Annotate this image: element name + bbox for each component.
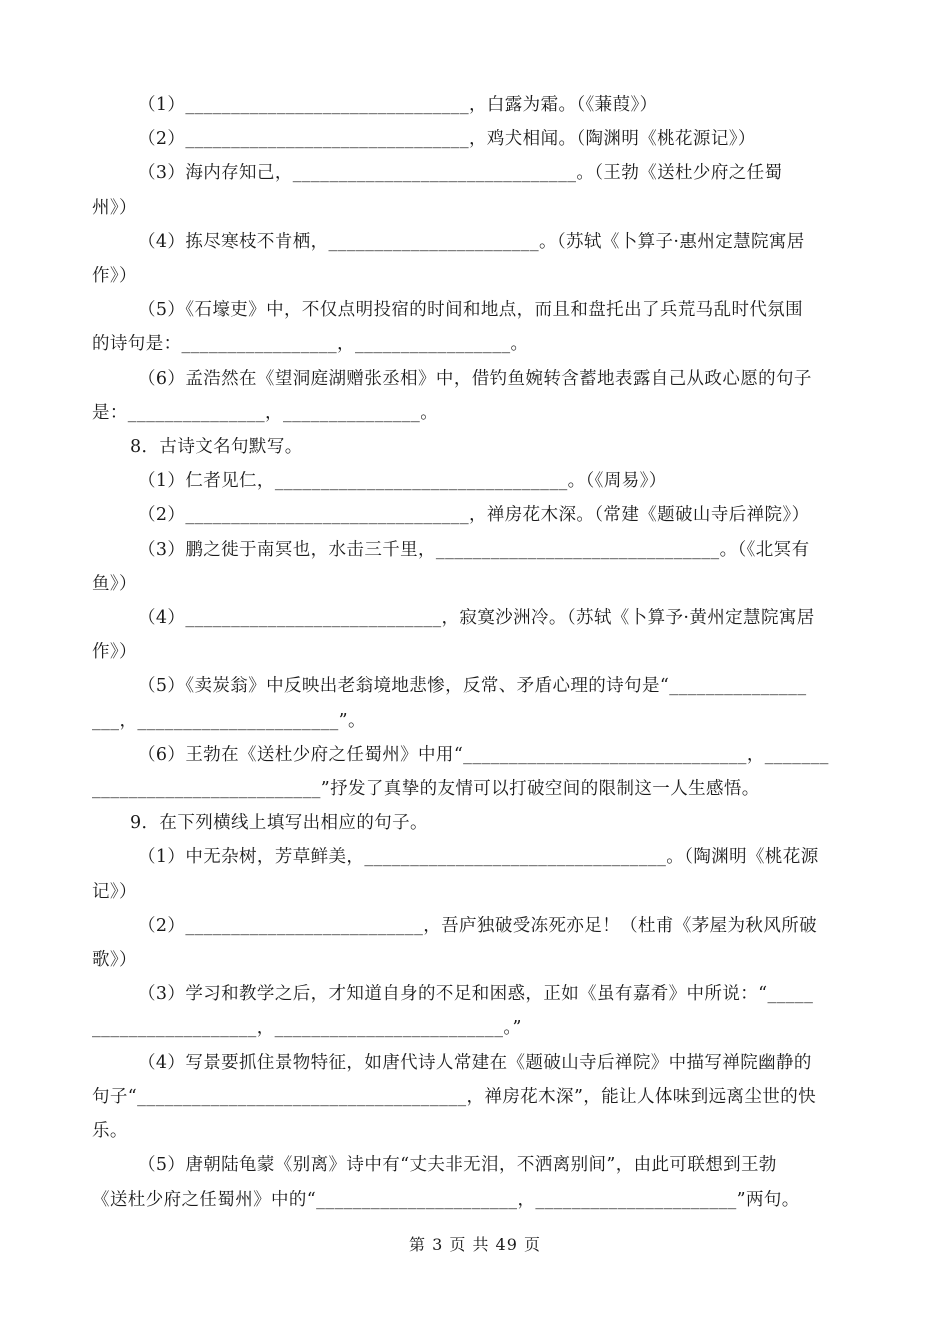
q8-item-4: （4）____________________________，寂寞沙洲冷。（苏轼《卜算予·黄州定慧院寓居 <box>138 608 815 629</box>
q7-item-6: （6）孟浩然在《望洞庭湖赠张丞相》中，借钓鱼婉转含蓄地表露自己从政心愿的句子 <box>138 368 812 389</box>
q9-item-2: （2）__________________________，吾庐独破受冻死亦足！（杜甫《茅屋为秋风所破 <box>138 915 818 936</box>
q7-item-1: （1）_______________________________，白露为霜。（《蒹葭》） <box>138 95 658 115</box>
q7-item-2: （2）_______________________________，鸡犬相闻。（陶渊明《桃花源记》） <box>138 129 756 150</box>
q9-item-5-cont: 《送杜少府之任蜀州》中的“______________________，______________________”两句。 <box>92 1189 800 1210</box>
q8-item-4-cont: 作》） <box>92 642 137 663</box>
q9-heading: 9．在下列横线上填写出相应的句子。 <box>130 813 428 834</box>
q8-item-6: （6）王勃在《送杜少府之任蜀州》中用“_______________________________，_______ <box>138 744 829 765</box>
q9-item-2-cont: 歌》） <box>92 950 137 971</box>
q9-item-3-cont: __________________，_________________________。” <box>92 1018 522 1039</box>
q9-item-1-cont: 记》） <box>92 881 137 902</box>
q8-item-5-cont: ___，______________________”。 <box>92 710 366 731</box>
q8-item-5: （5）《卖炭翁》中反映出老翁境地悲惨，反常、矛盾心理的诗句是“_______________ <box>138 676 807 697</box>
page-number: 第 3 页 共 49 页 <box>409 1235 541 1254</box>
q8-item-6-cont: _________________________”抒发了真挚的友情可以打破空间的限制这一人生感悟。 <box>92 779 760 800</box>
q7-item-4-cont: 作》） <box>92 266 137 287</box>
q9-item-4: （4）写景要抓住景物特征，如唐代诗人常建在《题破山寺后禅院》中描写禅院幽静的 <box>138 1052 812 1073</box>
question-list <box>92 88 860 1217</box>
q8-item-3: （3）鹏之徙于南冥也，水击三千里，_______________________________。（《北冥有 <box>138 539 810 560</box>
q9-item-5: （5）唐朝陆龟蒙《别离》诗中有“丈夫非无泪，不洒离别间”，由此可联想到王勃 <box>138 1155 777 1176</box>
q7-item-5: （5）《石壕吏》中，不仅点明投宿的时间和地点，而且和盘托出了兵荒马乱时代氛围 <box>138 300 804 321</box>
q7-item-6-cont: 是：_______________，_______________。 <box>92 402 439 423</box>
q7-item-3: （3）海内存知己，_______________________________。（王勃《送杜少府之任蜀 <box>138 163 783 184</box>
q9-item-4-cont2: 乐。 <box>92 1121 128 1142</box>
q7-item-5-cont: 的诗句是：_________________，_________________。 <box>92 334 529 355</box>
q9-item-4-cont: 句子“____________________________________，禅房花木深”，能让人体味到远离尘世的快 <box>92 1086 816 1107</box>
q8-item-1: （1）仁者见仁，________________________________。（《周易》） <box>138 471 667 492</box>
q9-item-3: （3）学习和教学之后，才知道自身的不足和困惑，正如《虽有嘉肴》中所说：“_____ <box>138 984 814 1005</box>
q7-item-3-cont: 州》） <box>92 197 137 218</box>
q8-heading: 8．古诗文名句默写。 <box>130 437 303 458</box>
q8-item-2: （2）_______________________________，禅房花木深。（常建《题破山寺后禅院》） <box>138 505 810 526</box>
q7-item-4: （4）拣尽寒枝不肯栖，_______________________。（苏轼《卜算子·惠州定慧院寓居 <box>138 231 805 252</box>
q9-item-1: （1）中无杂树，芳草鲜美，_________________________________。（陶渊明《桃花源 <box>138 847 819 868</box>
q8-item-3-cont: 鱼》） <box>92 573 137 594</box>
